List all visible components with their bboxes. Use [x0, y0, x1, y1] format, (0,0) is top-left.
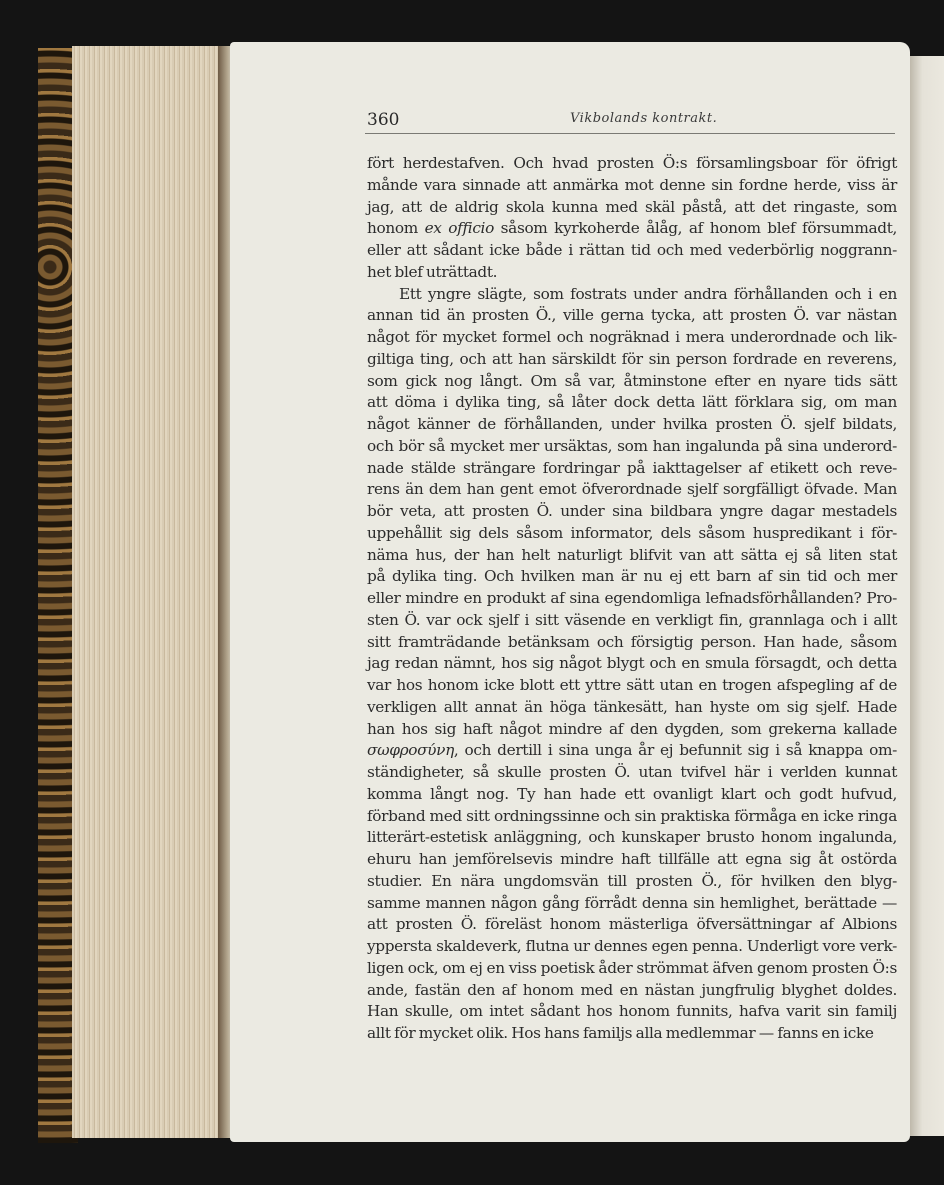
text-line: ande, fastän den af honom med en nästan jungfrulig blyghet doldes.: [367, 980, 897, 999]
italic-phrase: ex officio: [424, 219, 494, 238]
text-line: han hos sig haft något mindre af den dygden, som grekerna kallade: [367, 719, 897, 738]
text-line: som gick nog långt. Om så var, åtminstone efter en nyare tids sätt: [367, 371, 897, 390]
text-line: giltiga ting, och att han särskildt för sin person fordrade en reverens,: [367, 349, 897, 368]
text-line: Han skulle, om intet sådant hos honom funnits, hafva varit sin familj: [367, 1002, 897, 1021]
text-line: nade stälde strängare fordringar på iakttagelser af etikett och reve-: [367, 458, 897, 477]
text-line: samme mannen någon gång förrådt denna sin hemlighet, berättade —: [367, 893, 897, 912]
text-line: jag, att de aldrig skola kunna med skäl påstå, att det ringaste, som: [367, 197, 897, 216]
text-line: ständigheter, så skulle prosten Ö. utan tvifvel här i verlden kunnat: [367, 763, 897, 781]
text-line: [367, 218, 897, 240]
text-line: näma hus, der han helt naturligt blifvit van att sätta ej så liten stat: [367, 545, 897, 564]
text-line: studier. En nära ungdomsvän till prosten Ö., för hvilken den blyg-: [367, 871, 897, 890]
page-body-text: [367, 153, 897, 1045]
text-line: ligen ock, om ej en viss poetisk åder strömmat äfven genom prosten Ö:s: [367, 958, 897, 977]
text-line: annan tid än prosten Ö., ville gerna tycka, att prosten Ö. var nästan: [367, 306, 897, 325]
text-line: uppehållit sig dels såsom informator, dels såsom huspredikant i för-: [367, 523, 897, 542]
text-line: verkligen allt annat än höga tänkesätt, han hyste om sig sjelf. Hade: [367, 697, 897, 716]
page-stack: [72, 46, 228, 1138]
text-line: att döma i dylika ting, så låter dock detta lätt förklara sig, om man: [367, 393, 897, 412]
text-line: och bör så mycket mer ursäktas, som han ingalunda på sina underord-: [367, 436, 897, 455]
text-line: fört herdestafven. Och hvad prosten Ö:s församlingsboar för öfrigt: [367, 154, 897, 172]
text-line: allt för mycket olik. Hos hans familjs alla medlemmar — fanns en icke: [367, 1024, 874, 1042]
text-line: [367, 740, 897, 762]
text-line: jag redan nämnt, hos sig något blygt och en smula försagdt, och detta: [367, 654, 897, 673]
text-line: komma långt nog. Ty han hade ett ovanligt klart och godt hufvud,: [367, 784, 897, 803]
running-title: Vikbolands kontrakt.: [570, 111, 718, 126]
text-line: yppersta skaldeverk, flutna ur dennes egen penna. Underligt vore verk-: [367, 937, 897, 955]
text-line: var hos honom icke blott ett yttre sätt utan en trogen afspegling af de: [367, 676, 897, 694]
text-line: Ett yngre slägte, som fostrats under andra förhållanden och i en: [399, 284, 897, 303]
text-line: eller att sådant icke både i rättan tid och med vederbörlig noggrann-: [367, 241, 897, 259]
text-line: litterärt-estetisk anläggning, och kunskaper brusto honom ingalunda,: [367, 828, 897, 847]
header-rule: [365, 133, 895, 134]
text-line: något känner de förhållanden, under hvilka prosten Ö. sjelf bildats,: [367, 415, 897, 433]
text-line: något för mycket formel och nogräknad i mera underordnade och lik-: [367, 328, 897, 346]
italic-phrase: σωφροσύνη: [367, 741, 454, 760]
text-line: att prosten Ö. föreläst honom mästerliga öfversättningar af Albions: [367, 915, 897, 934]
text-line: på dylika ting. Och hvilken man är nu ej ett barn af sin tid och mer: [367, 567, 897, 586]
next-page-edge: [908, 56, 944, 1136]
text-line: månde vara sinnade att anmärka mot denne sin fordne herde, viss är: [367, 175, 897, 194]
text-line: sitt framträdande betänksam och försigtig person. Han hade, såsom: [367, 632, 897, 651]
text-fragment: såsom kyrkoherde ålåg, af honom blef försummadt,: [493, 219, 897, 238]
text-fragment: honom: [367, 219, 425, 238]
text-line: sten Ö. var ock sjelf i sitt väsende en verkligt fin, grannlaga och i allt: [367, 610, 897, 629]
text-fragment: , och dertill i sina unga år ej befunnit sig i så knappa om-: [453, 741, 897, 760]
text-line: bör veta, att prosten Ö. under sina bildbara yngre dagar mestadels: [367, 502, 897, 520]
page-number: 360: [367, 110, 400, 130]
text-line: het blef uträttadt.: [367, 262, 498, 281]
text-line: rens än dem han gent emot öfverordnade sjelf sorgfälligt öfvade. Man: [367, 480, 897, 499]
text-line: eller mindre en produkt af sina egendomliga lefnadsförhållanden? Pro-: [367, 589, 897, 607]
text-line: förband med sitt ordningssinne och sin praktiska förmåga en icke ringa: [367, 806, 897, 825]
text-line: ehuru han jemförelsevis mindre haft tillfälle att egna sig åt ostörda: [367, 850, 897, 868]
